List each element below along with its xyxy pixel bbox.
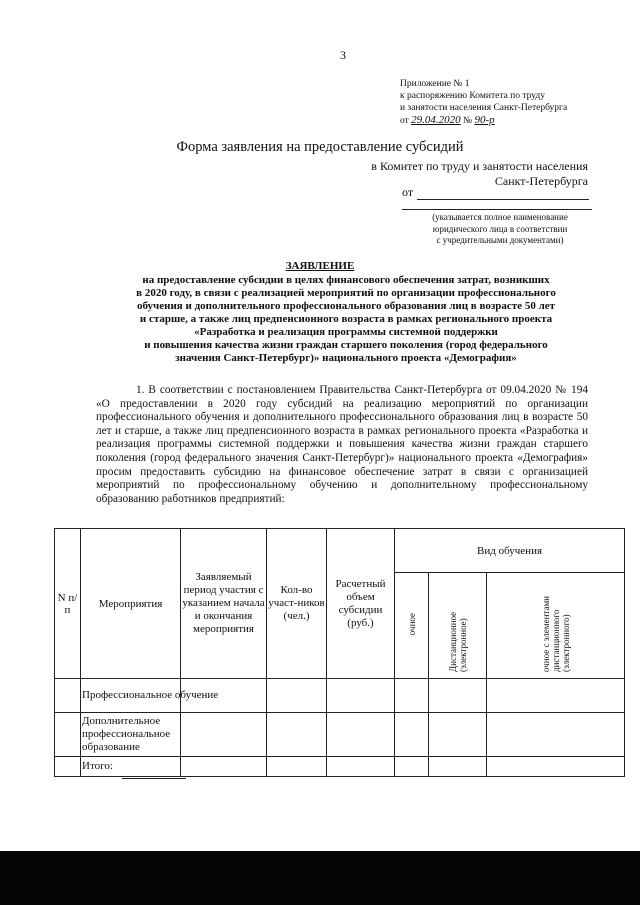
header-kind-remote: [429, 573, 487, 679]
header-num: N п/п: [55, 529, 81, 679]
header-amount: Расчетный объем субсидии (руб.): [327, 529, 395, 679]
org-name-note: [400, 212, 600, 247]
total-row: [55, 757, 625, 777]
header-count: Кол-во участ-ников (чел.): [267, 529, 327, 679]
note-line-1: (указывается полное наименование: [432, 212, 568, 222]
footnote-separator: [122, 778, 186, 779]
header-kind: Вид обучения: [395, 529, 625, 573]
addressee-line-1: в Комитет по труду и занятости населения: [371, 159, 588, 173]
statement-line-6: и повышения качества жизни граждан старшего поколения (город федерального: [144, 339, 548, 351]
statement-line-3: обучения и дополнительного профессионального образования лиц в возрасте 50 лет: [136, 300, 556, 312]
kind-remote-label: Дистанционное (электронное): [447, 611, 468, 672]
appendix-header: [400, 78, 567, 127]
date-prefix: от: [400, 116, 409, 126]
addressee-line-2: Санкт-Петербурга: [494, 174, 588, 188]
appendix-line-3: и занятости населения Санкт-Петербурга: [400, 103, 568, 113]
statement-line-2: в 2020 году, в связи с реализацией мероприятий по организации профессионального: [136, 287, 556, 299]
number-prefix: №: [463, 116, 473, 126]
handwritten-date: 29.04.2020: [411, 114, 461, 126]
appendix-date-line: [400, 114, 567, 127]
header-period: Заявляемый период участия с указанием начала и окончания мероприятия: [181, 529, 267, 679]
header-kind-mixed: [487, 573, 625, 679]
statement-line-7: значения Санкт-Петербург)» национального проекта «Демография»: [175, 352, 517, 364]
body-paragraph: 1. В соответствии с постановлением Правительства Санкт-Петербурга от 09.04.2020 № 194 «О предоставлении в 2020 году субсидий на реализацию мероприятий по организации профессионального обучения и дополнительного профессионального образования лиц в возрасте 50 лет и старше, а также лиц предпенсионного возраста в рамках регионального проекта «Разработка и реализация программы системной поддержки и повышения качества жизни граждан старшего поколения (город федерального значения Санкт-Петербург)» национального проекта «Демография» просим предоставить субсидию на финансовое обеспечение затрат в связи с организацией мероприятий по профессиональному обучению и дополнительному профессиональному образованию работников предприятий:: [96, 384, 588, 505]
appendix-line-1: Приложение № 1: [400, 79, 470, 89]
note-line-2: юридического лица в соответствии: [432, 223, 568, 234]
from-field: [402, 185, 589, 200]
header-event: Мероприятия: [81, 529, 181, 679]
note-line-3: с учредительными документами): [436, 235, 564, 245]
page-number: 3: [340, 48, 346, 62]
org-name-blank-line: [402, 209, 592, 210]
subsidy-table: [54, 528, 625, 777]
total-label: Итого:: [81, 757, 181, 777]
handwritten-number: 90-р: [474, 114, 495, 126]
statement-line-5: «Разработка и реализация программы системной поддержки: [194, 326, 498, 338]
statement-line-1: на предоставление субсидии в целях финансового обеспечения затрат, возникших: [142, 274, 550, 286]
kind-full-label: очное: [406, 612, 417, 636]
kind-mixed-label: очное с элементами дистанционного (электронного): [540, 596, 571, 672]
row-label: Профессиональное обучение: [81, 679, 181, 713]
statement-subtitle: [104, 274, 588, 365]
table-row: [55, 679, 625, 713]
form-title: Форма заявления на предоставление субсидий: [176, 139, 464, 155]
statement-line-4: и старше, а также лиц предпенсионного возраста в рамках регионального проекта: [139, 313, 553, 325]
header-kind-full: [395, 573, 429, 679]
table-row: [55, 713, 625, 757]
from-label: от: [402, 185, 414, 199]
appendix-line-2: к распоряжению Комитета по труду: [400, 91, 546, 101]
row-label: Дополнительное профессиональное образование: [81, 713, 181, 757]
from-blank-line: [417, 189, 589, 200]
scan-border: [0, 851, 640, 905]
statement-title: ЗАЯВЛЕНИЕ: [285, 260, 355, 272]
